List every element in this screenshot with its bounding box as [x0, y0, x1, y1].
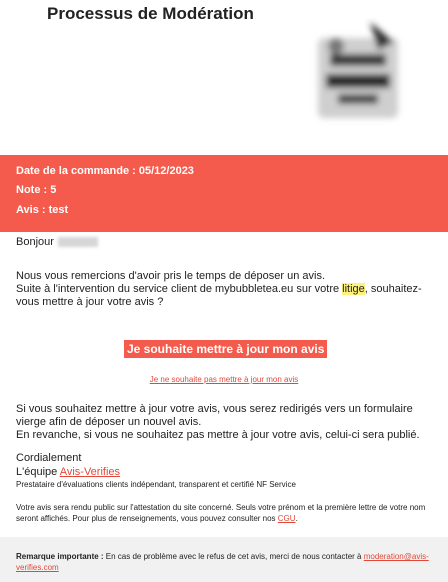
thanks-text: Nous vous remercions d'avoir pris le temps de déposer un avis. [16, 270, 326, 282]
avis-verifies-link[interactable]: Avis-Verifies [59, 466, 121, 478]
rating: Note : 5 [16, 184, 57, 196]
no-update-link[interactable]: Je ne souhaite pas mettre à jour mon avis [149, 375, 299, 384]
email-header [0, 0, 448, 155]
team-line: L'équipe Avis-Verifies [16, 466, 121, 478]
footer-separator [0, 537, 448, 545]
moderation-email-link[interactable]: moderation@avis-verifies.com [16, 552, 429, 572]
intro-paragraph [16, 270, 436, 309]
important-note: Remarque importante : En cas de problème avec le refus de cet avis, merci de nous contacter à moderation@avis-verifies.com [16, 552, 429, 572]
intervention-text: Suite à l'intervention du service client de mybubbletea.eu sur votre litige, souhaitez-vous mettre à jour votre avis ? [16, 283, 422, 308]
brand-logo-image [308, 18, 408, 128]
page-title: Processus de Modération [47, 4, 254, 23]
update-review-button[interactable]: Je souhaite mettre à jour mon avis [124, 340, 327, 358]
review-text: Avis : test [16, 204, 69, 216]
publish-info: En revanche, si vous ne souhaitez pas mettre à jour votre avis, celui-ci sera publié. [16, 429, 420, 441]
greeting-line [16, 236, 436, 249]
greeting: Bonjour [16, 236, 54, 248]
public-notice: Votre avis sera rendu public sur l'attestation du site concerné. Seuls votre prénom et la première lettre de votre nom seront affichés. Pour plus de renseignements, vous pouvez consulter nos CGU. [16, 503, 426, 523]
signature-block [16, 452, 436, 490]
order-date: Date de la commande : 05/12/2023 [16, 165, 194, 177]
redacted-name [58, 237, 98, 247]
footer [0, 545, 448, 582]
order-summary-banner [0, 155, 448, 232]
regards-text: Cordialement [16, 452, 82, 464]
dispute-highlight: litige [342, 283, 365, 295]
tagline: Prestataire d'évaluations clients indépendant, transparent et certifié NF Service [16, 480, 296, 489]
redirect-info: Si vous souhaitez mettre à jour votre avis, vous serez redirigés vers un formulaire vierge afin de déposer un nouvel avis. [16, 403, 413, 428]
cgu-link[interactable]: CGU [277, 514, 296, 523]
important-label: Remarque importante : [16, 552, 104, 561]
